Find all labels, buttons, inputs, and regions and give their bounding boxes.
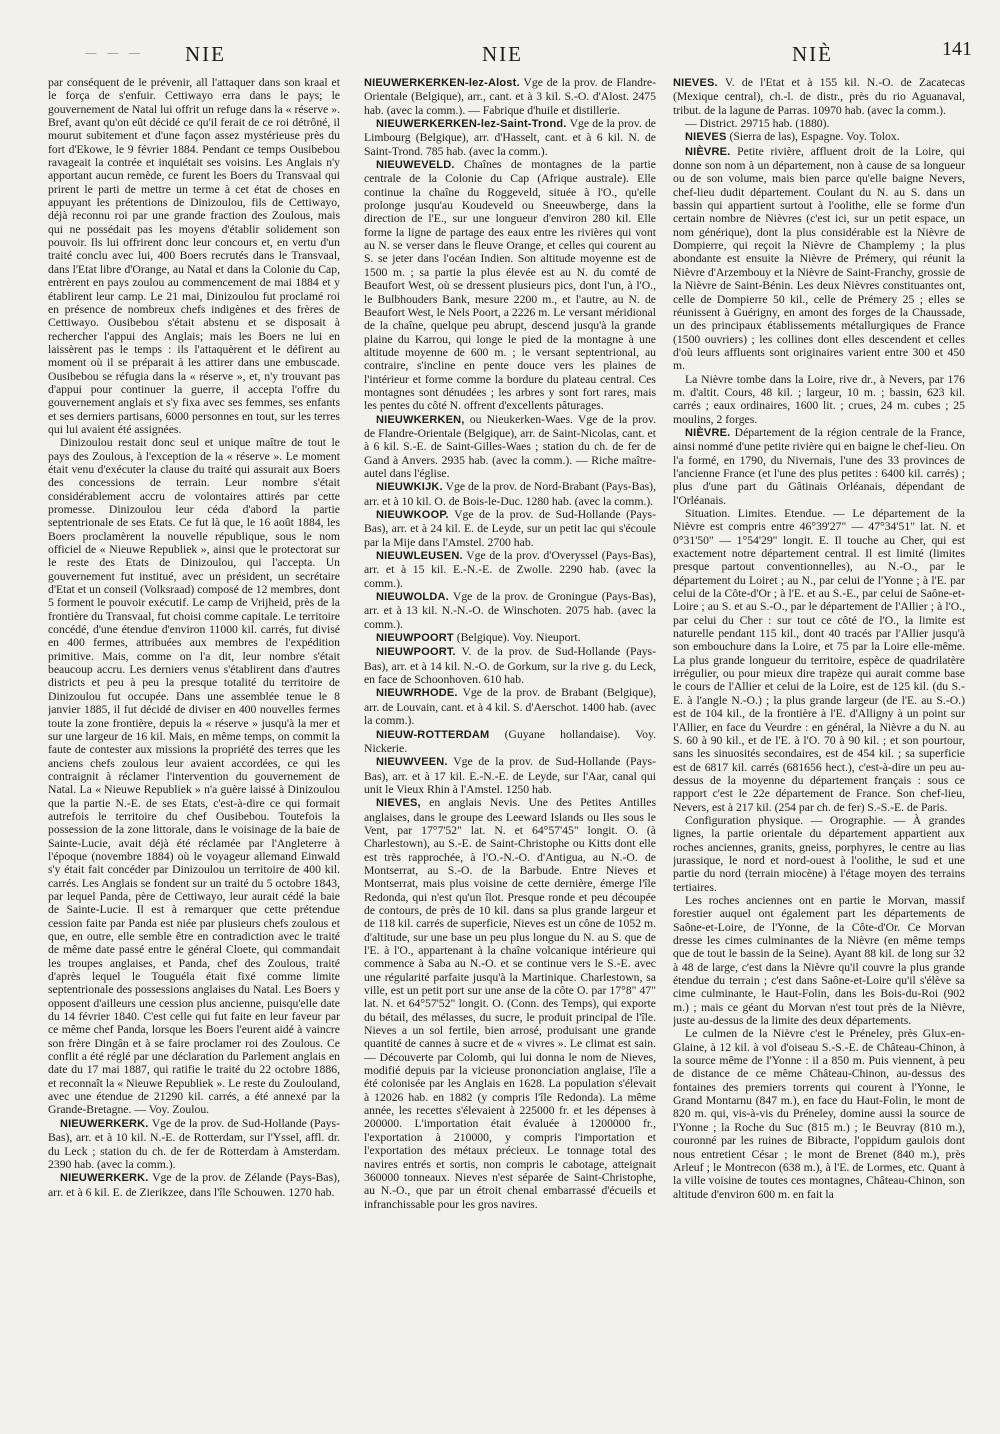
entry-headword: NIEUW-ROTTERDAM (376, 728, 490, 741)
entry-text: Vge de la prov. de Sud-Hollande (Pays-Bas), arr. et à 10 kil. N.-E. de Rotterdam, sur l'Yssel, affl. dr. du Leck ; station du ch. de fer de Rotterdam à Amsterdam. 2390 hab. (avec la comm.). (48, 1116, 340, 1171)
dictionary-entry (364, 413, 656, 481)
body-paragraph: par conséquent de le prévenir, all l'attaquer dans son kraal et le força de s'enfuir. Cettiwayo erra dans le pays; le gouvernement de Natal lui offrit un refuge dans la « réserve ». Bref, avant qu'on eût décidé ce qu'il ferait de ce roi détrôné, il mourut subitement et d'une façon assez mystérieuse près du fort d'Ekowe, le 9 février 1884. Pendant ce temps Ousibebou ravageait la contrée et inquiétait ses voisins. Les Anglais n'y apportant aucun remède, ce furent les Boers du Transvaal qui prirent le parti de mettre un terme à cet état de choses en appuyant les prétentions de Dinizoulou, fils de Cettiwayo, déjà reconnu roi par une grande fraction des Zoulous, mais qui ne possédait pas les moyens d'établir solidement son pouvoir. Ils lui offrirent donc leur concours et, en vertu d'un traité conclu avec lui, 400 Boers recrutés dans le Transvaal, dans l'Etat libre d'Orange, au Natal et dans la Colonie du Cap, entrèrent en pays zoulou au commencement de mai 1884 et y établirent leur camp. Le 21 mai, Dinizoulou fut proclamé roi en présence de nombreux chefs indigènes et des frères de Cettiwayo. Ousibebou s'était abstenu et se disposait à rechercher l'appui des Anglais; mais les Boers ne lui en laissèrent pas le temps : ils l'attaquèrent et le défirent au moment où il se préparait à les attirer dans une embuscade. Ousibebou se réfugia dans la « réserve », et, n'y trouvant pas d'appui pour continuer la guerre, il accepta l'offre du gouvernement anglais et s'y fixa avec ses femmes, ses enfants et ses derniers partisans, 6000 personnes en tout, sur les terres qui lui avaient été assignées. (48, 76, 340, 436)
entry-text: Vge de la prov. de Limbourg (Belgique), arr. d'Hasselt, cant. et à 6 kil. N. de Saint-Trond. 785 hab. (avec la comm.). (364, 117, 656, 158)
entry-text: Vge de la prov. de Flandre-Orientale (Belgique), arr., cant. et à 3 kil. S.-O. d'Alost. 2475 hab. (avec la comm.). — Fabrique d'huile et distillerie. (364, 76, 656, 117)
entry-text: en anglais Nevis. Une des Petites Antilles anglaises, dans le groupe des Leeward Islands ou Iles sous le Vent, par 17°7'52" lat. N. et 64°57'45" longit. O. (à Charlestown), au S.-E. de Saint-Christophe ou Kitts dont elle est très rapprochée, à l'O.-N.-O. d'Antigua, au N.-O. de Montserrat, au S.-O. de la Barbude. Entre Nieves et Montserrat, mais plus voisine de cette dernière, émerge l'île Redonda, qui n'est qu'un îlot. Presque ronde et peu découpée de contours, de près de 10 kil. dans sa plus grande largeur et de 118 kil. carrés de superficie, Nieves est un cône de 1052 m. d'altitude, sur une base un peu plus longue du N. au S. que de l'E. à l'O., appartenant à la chaîne volcanique intérieure qui commence à Saba au N.-O. et se continue vers le S.-E. avec une régularité parfaite jusqu'à la Martinique. Charlestown, sa ville, est un petit port sur une anse de la côte O. par 17°8" 47" lat. N. et 64°57'52" longit. O. (Conn. des Temps), qui exporte du bétail, des mélasses, du sucre, le produit principal de l'île. Nieves a un sol fertile, bien arrosé, produisant une grande quantité de cannes à sucre et de « vivres ». Le climat est sain. — Découverte par Colomb, qui lui donna le nom de Nieves, modifié depuis par la vicieuse prononciation anglaise, l'île a été colonisée par les Anglais en 1628. La population s'élevait à 12026 hab. en 1882 (y compris l'île Redonda). La même année, les recettes s'élevaient à 225000 fr. et les dépenses à 200000. L'importation était évaluée à 1200000 fr., l'exportation à 210000, y compris l'importation et l'exportation des métaux précieux. Le tonnage total des navires entrés et sortis, non compris le cabotage, atteignait 360000 tonneaux. Nieves n'est séparée de Saint-Christophe, au N.-O., que par un étroit chenal embarrassé d'écueils et infranchissable pour les gros navires. (364, 796, 656, 1211)
entry-paragraph (673, 894, 965, 1027)
entry-text: Chaînes de montagnes de la partie centrale de la Colonie du Cap (Afrique australe). Elle continue la chaîne du Roggeveld, située à l'O., qu'elle prolonge jusqu'au Koudeveld ou Sneeuwberge, dans la direction de l'E., sur une longueur d'environ 280 kil. Elle forme la ligne de partage des eaux entre les rivières qui vont au N. se verser dans le fleuve Orange, et celles qui courent au S. se jeter dans l'océan Indien. Son altitude moyenne est de 1500 m. ; sa partie la plus élevée est au N. du comté de Beaufort West, où se dressent plusieurs pics, dont l'un, à l'O., le Bulbhouders Bank, mesure 2200 m., et l'autre, au N. de Beaufort West, le Nels Poort, a 2226 m. Le versant méridional de la chaîne, quelque peu abrupt, descend jusqu'à la grande plaine du Karrou, qui longe le pied de la montagne à une altitude moyenne de 600 m. ; le versant septentrional, au contraire, s'incline en pente douce vers les plaines de l'intérieur et forme comme la bordure du plateau central. Ces montagnes sont dénudées ; les arbres y sont fort rares, mais les pentes du côté N. offrent d'excellents pâturages. (364, 158, 656, 413)
dictionary-entry (364, 755, 656, 796)
entry-text: Vge de la prov. de Sud-Hollande (Pays-Bas), arr. et à 17 kil. E.-N.-E. de Leyde, sur l'Aar, canal qui unit le Vieux Rhin à l'Amstel. 1250 hab. (364, 755, 656, 796)
entry-text: Vge de la prov. de Sud-Hollande (Pays-Bas), arr. et à 24 kil. E. de Leyde, sur un petit lac qui s'écoule par la Mije dans l'Amstel. 2700 hab. (364, 508, 656, 549)
entry-headword: NIEVES. (673, 77, 718, 89)
page-header (30, 38, 980, 78)
entry-text: — District. 29715 hab. (1880). (685, 117, 830, 131)
entry-text: V. de la prov. de Sud-Hollande (Pays-Bas), arr. et à 14 kil. N.-O. de Gorkum, sur la rive g. du Leck, en face de Schoonhoven. 610 hab. (364, 645, 656, 687)
dictionary-entry (48, 1171, 340, 1199)
dictionary-entry (364, 158, 656, 413)
entry-headword: NIEUWPOORT (376, 632, 454, 645)
running-head-middle: NIE (482, 42, 523, 66)
entry-text: Vge de la prov. d'Overyssel (Pays-Bas), arr. et à 15 kil. E.-N.-E. de Zwolle. 2290 hab. (avec la comm.). (364, 549, 656, 590)
entry-headword: NIÈVRE. (685, 145, 731, 158)
entry-text: Vge de la prov. de Nord-Brabant (Pays-Bas), arr. et à 10 kil. O. de Bois-le-Duc. 1280 hab. (avec la comm.). (364, 480, 656, 508)
entry-headword: NIEUWKOOP. (376, 509, 449, 521)
entry-headword: NIEUWVEEN. (376, 756, 448, 769)
entry-text: Vge de la prov. de Groningue (Pays-Bas), arr. et à 13 kil. N.-N.-O. de Winschoten. 2075 hab. (avec la comm.). (364, 590, 656, 631)
entry-text: Le culmen de la Nièvre c'est le Préneley, près Glux-en-Glaine, à 12 kil. à vol d'oiseau S.-S.-E. de Château-Chinon, à la source même de l'Yonne : il a 850 m. Puis viennent, à peu de distance de ce même Château-Chinon, au-dessus des fontaines des premiers torrents qui courent à l'Yonne, le Grand Montarnu (847 m.), en face du Haut-Folin, le mont de 820 m. qui, vis-à-vis du Préneley, domine aussi la source de l'Yonne ; la Roche du Suc (815 m.) ; le Beuvray (810 m.), couronné par les ruines de Bibracte, l'oppidum gaulois dont nous entretient César ; le mont de Brenet (840 m.), près Arleuf ; le Montrecon (638 m.), à l'E. de Lormes, etc. Quant à la ville voisine de toutes ces montagnes, Château-Chinon, son altitude d'environ 600 m. en fait la (673, 1027, 965, 1201)
dictionary-entry (364, 645, 656, 686)
entry-headword: NIEUWLEUSEN. (376, 550, 463, 563)
entry-paragraph (673, 507, 965, 814)
entry-headword: NIEUWOLDA. (376, 591, 449, 604)
entry-text: (Sierra de las), Espagne. Voy. Tolox. (726, 130, 900, 144)
running-head-right: NIÈ (792, 42, 833, 66)
entry-headword: NIEUWKIJK. (376, 481, 443, 494)
body-paragraph: Dinizoulou restait donc seul et unique maître de tout le pays des Zoulous, à l'exception de la « réserve ». Le moment était venu d'exécuter la clause du traité qui assurait aux Boers des concessions de terrain. Leur nombre s'était considérablement accru de volontaires attirés par cette promesse. Dinizoulou leur céda d'abord la partie septentrionale de ses Etats. Ce fut là que, le 16 août 1884, les Boers proclamèrent la nouvelle république, sous le nom officiel de « Nieuwe Republiek », ainsi que le protectorat sur le reste des Etats de Dinizoulou, qui l'accepta. Un gouvernement fut institué, avec un président, un secrétaire d'Etat et un conseil (Volksraad) composé de 12 membres, dont 5 forment le pouvoir exécutif. Le camp de Vrijheid, près de la frontière du Transvaal, fut choisi comme capitale. Le territoire concédé, d'une étendue d'environ 11000 kil. carrés, fut divisé en 400 fermes, attribuées aux membres de l'expédition primitive. Mais, comme on l'a dit, leur nombre s'était beaucoup accru. Les derniers venus s'établirent dans d'autres districts et peu à peu la presque totalité du territoire de Dinizoulou fut occupée. Dans une assemblée tenue le 8 janvier 1885, il fut décidé de diviser en 400 nouvelles fermes toute la zone frontière, depuis la « réserve » jusqu'à la mer et sur une largeur de 16 kil. Mais, en même temps, on commit la faute de contester aux missions la propriété des terres que les anciens chefs zoulous leur avaient accordées, ce qui les contraignit à réclamer l'intervention du gouvernement de Natal. La « Nieuwe Republiek » n'a guère laissé à Dinizoulou que la partie N.-E. de ses Etats, c'est-à-dire ce qui formait autrefois le territoire du chef Ousibebou. Toutefois la possession de la zone littorale, dans le voisinage de la baie de Sainte-Lucie, avait déjà été réclamée par l'Angleterre à l'époque (novembre 1884) où le voyageur allemand Einwald s'y était fait concéder par Dinizoulou un territoire de 400 kil. carrés. Les Anglais se fondent sur un traité du 5 octobre 1843, par lequel Panda, père de Cettiwayo, leur aurait cédé la baie de Sainte-Lucie. Il est à remarquer que cette prétendue cession faite par Panda est niée par plusieurs chefs zoulous et que, en outre, elle semble être en contradiction avec le traité de même date passé entre le général Cloete, qui commandait les troupes anglaises, et Panda, chef des Zoulous, traité d'après lequel le Touguéla était fixé comme limite septentrionale des possessions anglaises du Natal. Les Boers y opposent d'ailleurs une cession plus ancienne, puisqu'elle date du 14 février 1840. C'est celle qui fut faite en leur faveur par ce même chef Panda, lorsque les Boers l'eurent aidé à vaincre son frère Dingân et à se faire proclamer roi des Zoulous. Ce conflit a été réglé par une déclaration du Parlement anglais en date du 17 mai 1887, qui ratifie le traité du 22 octobre 1886, et reconnaît la « Nieuwe Republiek ». Le reste du Zoulouland, avec une étendue de 21290 kil. carrés, a été annexé par la Grande-Bretagne. — Voy. Zoulou. (48, 436, 340, 1117)
entry-text: Situation. Limites. Etendue. — Le département de la Nièvre est compris entre 46°39'27" — 47°34'51" lat. N. et 0°31'50" — 1°54'29" longit. E. Il touche au Cher, qui est exactement notre département central. Il est limité (limites presque partout conventionnelles), au N.-O., par le département du Loiret ; au N., par celui de l'Yonne ; à l'E. par celui de la Côte-d'Or ; à l'E. et au S.-E., par celui de Saône-et-Loire ; au S. et au S.-O., par le département de l'Allier ; à l'O., par celui du Cher : sur tout ce côté de l'O., la limite est naturelle pendant 115 kil., dont 40 tracés par l'Allier jusqu'à son embouchure dans la Loire, et 75 par la Loire elle-même. La plus grande longueur du territoire, espèce de quadrilatère irrégulier, ou pour mieux dire trapèze qui aurait comme base le cours de l'Allier et celui de la Loire, est de 125 kil. (du S.-E. à l'angle N.-O.) ; la plus grande largeur (de l'E. au S.-O.) est de 104 kil., de la frontière à l'E. d'Alligny à un point sur l'Allier, en face du Veurdre : en général, la Nièvre a du N. au S. 60 à 90 kil., et de l'E. à l'O. 70 à 90 kil. ; et son pourtour, sans les sinuosités secondaires, est de 454 kil. ; sa superficie est de 6817 kil. carrés (681656 hect.), c'est-à-dire un peu au-dessus de la moyenne du département français : sous ce rapport c'est le 22e département de France. Son chef-lieu, Nevers, est à 217 kil. (254 par ch. de fer) S.-S.-E. de Paris. (673, 507, 965, 814)
entry-paragraph (673, 117, 965, 130)
entry-text: Petite rivière, affluent droit de la Loire, qui donne son nom à un département, non à cause de sa longueur ou de son volume, mais bien parce qu'elle baigne Nevers, chef-lieu dudit département. Coulant du N. au S. dans un bassin qui appartient surtout à l'oolithe, elle se forme d'un certain nombre de Nièvres (c'est ici, sur un petit espace, un nom générique), dont la plus considérable est la Nièvre de Dompierre, qui reçoit la Nièvre de Champlemy ; la plus abondante est ensuite la Nièvre de Prémery, qui réunit la Nièvre d'Arzembouy et la Nièvre de Saint-Franchy, grossie de la Nièvre de Saint-Bénin. Les deux Nièvres constituantes ont, celle de Dompierre 50 kil., celle de Prémery 25 ; elles se réunissent à Guérigny, en amont des forges de la Chaussade, un des principaux établissements métallurgiques de France (1500 ouvriers) ; les collines dont elles descendent et celles d'où leurs affluents sont originaires varient entre 300 et 450 m. (673, 144, 965, 373)
entry-headword: NIÈVRE. (685, 426, 731, 439)
column-left (48, 76, 340, 1366)
entry-headword: NIEUWKERKEN, (376, 413, 465, 426)
entry-paragraph (673, 1027, 965, 1200)
dictionary-entry (364, 549, 656, 590)
dictionary-entry (673, 145, 965, 373)
entry-headword: NIEUWERKERK. (60, 1117, 149, 1130)
entry-headword: NIEUWPOORT. (376, 646, 456, 659)
entry-text: ou Nieukerken-Waes. Vge de la prov. de Flandre-Orientale (Belgique), arr. de Saint-Nicolas, cant. et à 6 kil. S.-E. de Saint-Gilles-Waes ; station du ch. de fer de Gand à Anvers. 2935 hab. (avec la comm.). — Riche maître-autel dans l'église. (364, 412, 656, 480)
dictionary-entry (673, 426, 965, 507)
entry-paragraph (673, 814, 965, 894)
entry-headword: NIEUWEVELD. (376, 159, 455, 172)
dictionary-entry (364, 796, 656, 1211)
entry-text: Vge de la prov. de Brabant (Belgique), arr. de Louvain, cant. et à 4 kil. S. d'Aerschot. 1400 hab. (avec la comm.). (364, 686, 656, 728)
entry-headword: NIEUWERKERKEN-lez-Alost. (364, 77, 520, 89)
entry-headword: NIEUWERKERK. (60, 1172, 149, 1185)
running-head-left: NIE (185, 42, 226, 66)
entry-paragraph (673, 373, 965, 426)
entry-headword: NIEVES (685, 131, 727, 144)
dictionary-entry (364, 631, 656, 645)
entry-headword: NIEVES, (376, 797, 421, 810)
dictionary-entry (673, 76, 965, 117)
entry-text: Département de la région centrale de la France, ainsi nommé d'une petite rivière qui en baigne le chef-lieu. On l'a formé, en 1790, du Nivernais, l'une des 33 provinces de l'ancienne France (et l'une des plus petites : 6400 kil. carrés) ; plus d'une part du Gâtinais Orléanais, dépendant de l'Orléanais. (673, 425, 965, 507)
entry-headword: NIEUWERKERKEN-lez-Saint-Trond. (376, 118, 567, 131)
dictionary-entry (48, 1117, 340, 1171)
entry-text: La Nièvre tombe dans la Loire, rive dr., à Nevers, par 176 m. d'altit. Cours, 48 kil. ; largeur, 10 m. ; bassin, 623 kil. carrés ; eaux ordinaires, 1600 lit. ; crues, 24 m. cubes ; 25 moulins, 2 forges. (673, 372, 965, 426)
dictionary-entry (364, 76, 656, 117)
dictionary-entry (364, 508, 656, 549)
entry-text: Configuration physique. — Orographie. — À grandes lignes, la partie orientale du département appartient aux roches anciennes, granits, gneiss, porphyres, le centre au lias jurassique, le nord et nord-ouest à l'oolithe, le sud et une partie du nord (terrain miocène) à l'étage moyen des terrains tertiaires. (673, 813, 965, 894)
dictionary-entry (364, 480, 656, 508)
page-number: 141 (942, 38, 972, 60)
entry-text: Les roches anciennes ont en partie le Morvan, massif forestier auquel ont également part les départements de Saône-et-Loire, de l'Yonne, de la Côte-d'Or. Ce Morvan dresse les cimes culminantes de la Nièvre (en même temps que de tout le bassin de la Seine). Ayant 88 kil. de long sur 32 à 48 de large, c'est dans la Nièvre qu'il couvre la plus grande étendue du terrain ; c'est dans Saône-et-Loire qu'il s'élève sa cime culminante, le Haut-Folin, dans les Bois-du-Roi (902 m.) ; mais ce géant du Morvan n'est tout près de la Nièvre, juste au-dessus de la limite des deux départements. (673, 893, 965, 1028)
entry-text: (Guyane hollandaise). Voy. Nickerie. (364, 727, 656, 755)
dictionary-entry (364, 590, 656, 631)
dictionary-entry (673, 130, 965, 144)
dictionary-entry (364, 728, 656, 756)
dictionary-entry (364, 117, 656, 158)
corner-mark: — — — (85, 46, 144, 60)
dictionary-entry (364, 686, 656, 727)
entry-text: V. de l'Etat et à 155 kil. N.-O. de Zacatecas (Mexique central), ch.-l. de distr., près du rio Aguanaval, tribut. de la lagune de Parras. 10970 hab. (avec la comm.). (673, 76, 965, 117)
entry-text: Vge de la prov. de Zélande (Pays-Bas), arr. et à 6 kil. E. de Zierikzee, dans l'île Schouwen. 1270 hab. (48, 1171, 340, 1199)
entry-headword: NIEUWRHODE. (376, 687, 458, 700)
entry-text: (Belgique). Voy. Nieuport. (453, 631, 581, 645)
column-right (673, 76, 965, 1366)
column-middle (364, 76, 656, 1366)
